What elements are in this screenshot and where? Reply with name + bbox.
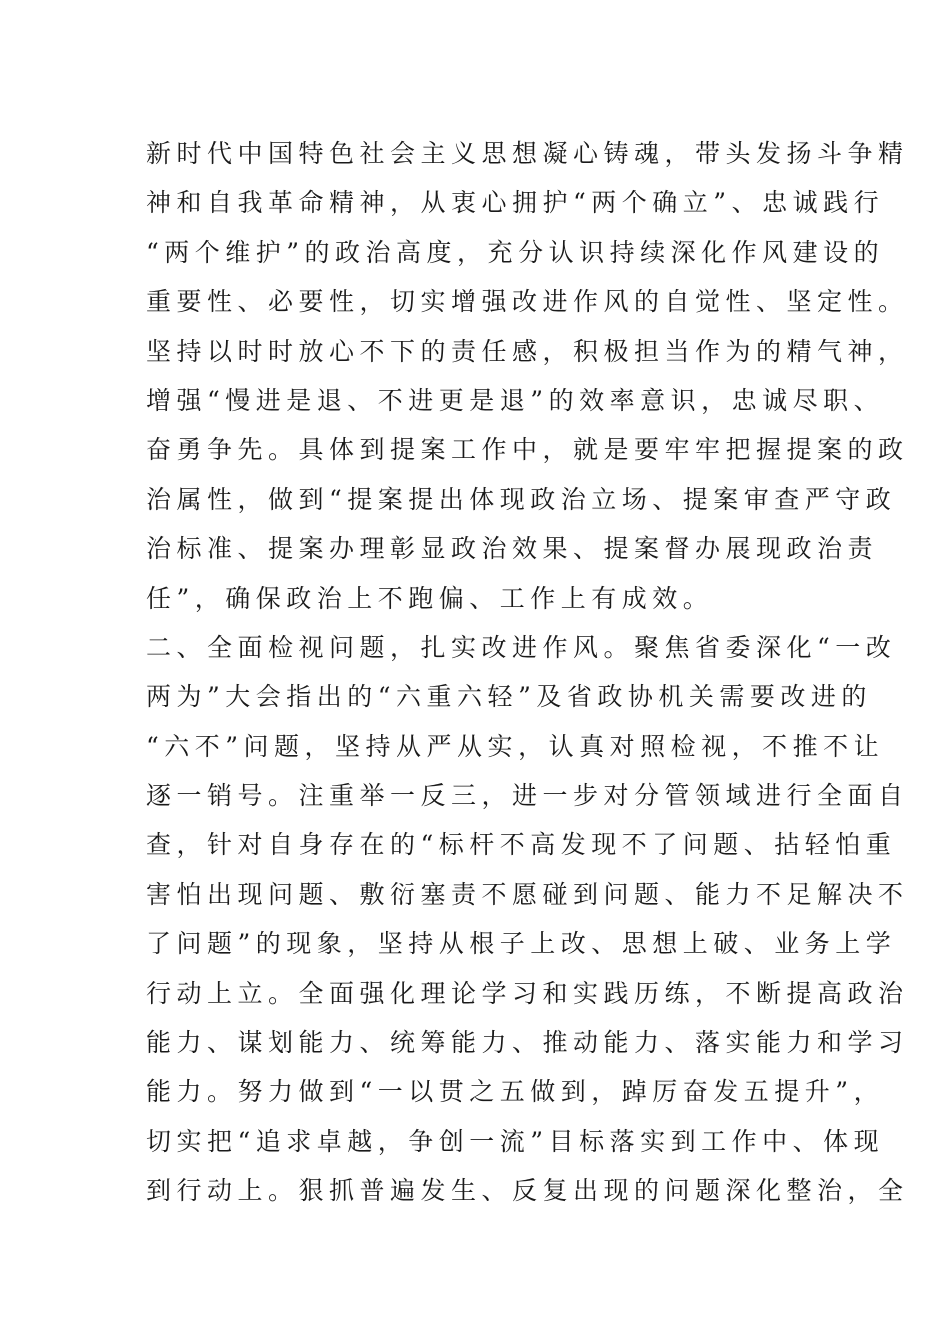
text-line: 二、全面检视问题，扎实改进作风。聚焦省委深化“一改: [146, 632, 897, 662]
text-line: 奋勇争先。具体到提案工作中，就是要牢牢把握提案的政: [146, 435, 909, 465]
text-line: 能力、谋划能力、统筹能力、推动能力、落实能力和学习: [146, 1028, 909, 1058]
text-line: 了问题”的现象，坚持从根子上改、思想上破、业务上学: [146, 929, 897, 959]
text-line: 坚持以时时放心不下的责任感，积极担当作为的精气神，: [146, 336, 909, 366]
text-line: 增强“慢进是退、不进更是退”的效率意识，忠诚尽职、: [146, 385, 885, 415]
text-line: 查，针对自身存在的“标杆不高发现不了问题、拈轻怕重: [146, 830, 897, 860]
text-line: 能力。努力做到“一以贯之五做到，踔厉奋发五提升”，: [146, 1077, 885, 1107]
text-line: 重要性、必要性，切实增强改进作风的自觉性、坚定性。: [146, 287, 909, 317]
text-line: 新时代中国特色社会主义思想凝心铸魂，带头发扬斗争精: [146, 139, 909, 168]
text-line: 治标准、提案办理彰显政治效果、提案督办展现政治责: [146, 534, 879, 564]
text-line: 治属性，做到“提案提出体现政治立场、提案审查严守政: [146, 484, 897, 514]
body-text: [146, 129, 909, 1216]
text-line: 两为”大会指出的“六重六轻”及省政协机关需要改进的: [146, 682, 872, 712]
text-line: 到行动上。狠抓普遍发生、反复出现的问题深化整治，全: [146, 1176, 909, 1206]
text-line: 切实把“追求卓越，争创一流”目标落实到工作中、体现: [146, 1126, 885, 1156]
text-line: 逐一销号。注重举一反三，进一步对分管领域进行全面自: [146, 781, 909, 811]
text-line: 害怕出现问题、敷衍塞责不愿碰到问题、能力不足解决不: [146, 879, 909, 909]
text-line: “两个维护”的政治高度，充分认识持续深化作风建设的: [146, 237, 885, 267]
text-line: 神和自我革命精神，从衷心拥护“两个确立”、忠诚践行: [146, 188, 885, 218]
text-line: 任”，确保政治上不跑偏、工作上有成效。: [146, 583, 714, 613]
text-line: 行动上立。全面强化理论学习和实践历练，不断提高政治: [146, 978, 909, 1008]
text-line: “六不”问题，坚持从严从实，认真对照检视，不推不让: [146, 731, 885, 761]
